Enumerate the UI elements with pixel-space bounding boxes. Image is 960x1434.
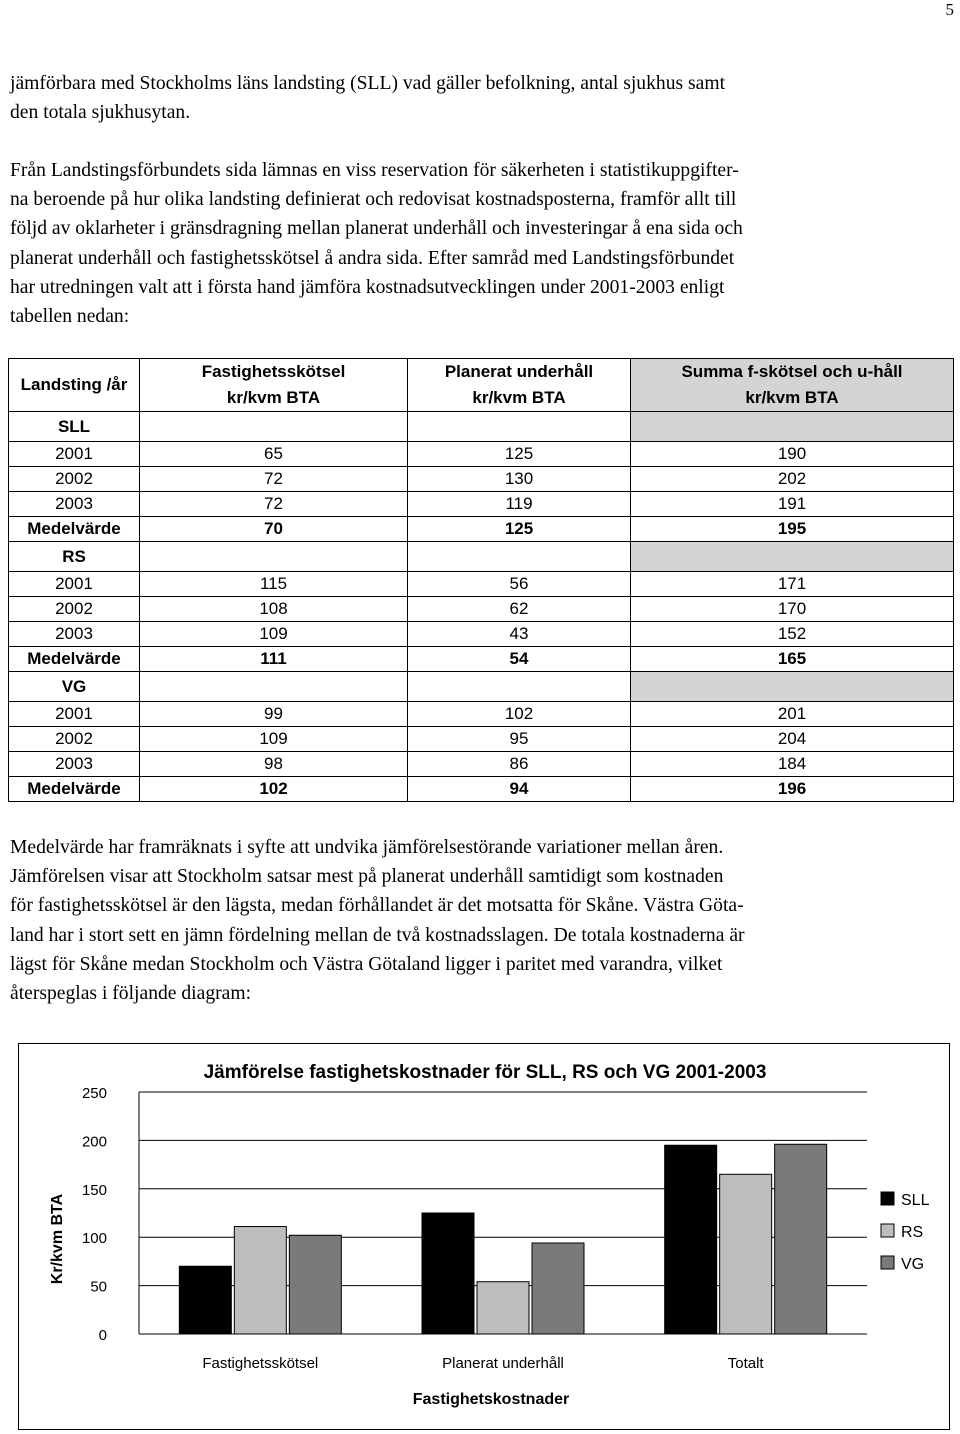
header-planerat-underhall: Planerat underhåll kr/kvm BTA xyxy=(408,359,631,412)
text-line: lägst för Skåne medan Stockholm och Västra Götaland ligger i paritet med varandra, vilket xyxy=(10,953,723,975)
text-line: återspeglas i följande diagram: xyxy=(10,983,252,1005)
group-name: SLL xyxy=(9,412,140,442)
average-summa: 195 xyxy=(631,517,954,542)
table-row xyxy=(9,467,954,492)
planerat-underhall-cell: 130 xyxy=(408,467,631,492)
x-category-label: Totalt xyxy=(727,1355,764,1372)
average-summa: 196 xyxy=(631,777,954,802)
empty-cell xyxy=(140,542,408,572)
legend-label: SLL xyxy=(901,1192,930,1209)
average-fastighetsskotsel: 70 xyxy=(140,517,408,542)
legend-label: RS xyxy=(901,1224,924,1241)
planerat-underhall-cell: 56 xyxy=(408,572,631,597)
group-name: VG xyxy=(9,672,140,702)
table-row xyxy=(9,597,954,622)
page-number: 5 xyxy=(945,0,954,19)
planerat-underhall-cell: 119 xyxy=(408,492,631,517)
empty-cell xyxy=(140,412,408,442)
header-landsting: Landsting /år xyxy=(9,359,140,412)
bar-chart xyxy=(19,1044,951,1431)
table-row xyxy=(9,752,954,777)
group-name: RS xyxy=(9,542,140,572)
table-group-row xyxy=(9,542,954,572)
table-average-row xyxy=(9,777,954,802)
empty-cell xyxy=(140,672,408,702)
y-tick-label: 100 xyxy=(81,1230,107,1248)
legend-swatch-rs xyxy=(881,1224,894,1237)
bar-rs xyxy=(720,1174,772,1334)
empty-cell xyxy=(408,672,631,702)
planerat-underhall-cell: 95 xyxy=(408,727,631,752)
paragraph-analysis xyxy=(10,833,952,1008)
y-tick-label: 150 xyxy=(81,1181,107,1199)
fastighetsskotsel-cell: 115 xyxy=(140,572,408,597)
average-label: Medelvärde xyxy=(9,777,140,802)
year-cell: 2001 xyxy=(9,442,140,467)
table-row xyxy=(9,492,954,517)
table-average-row xyxy=(9,647,954,672)
legend-swatch-sll xyxy=(881,1192,894,1205)
text-line: land har i stort sett en jämn fördelning mellan de två kostnadsslagen. De totala kostnaderna är xyxy=(10,924,745,946)
bar-rs xyxy=(477,1282,529,1334)
x-category-label: Fastighetsskötsel xyxy=(202,1355,319,1372)
text-line: planerat underhåll och fastighetsskötsel å andra sida. Efter samråd med Landstingsförbundet xyxy=(10,247,735,269)
table-group-row xyxy=(9,672,954,702)
average-label: Medelvärde xyxy=(9,517,140,542)
legend-label: VG xyxy=(901,1256,925,1273)
table-average-row xyxy=(9,517,954,542)
summa-cell: 201 xyxy=(631,702,954,727)
paragraph-reservation xyxy=(10,156,952,331)
year-cell: 2003 xyxy=(9,492,140,517)
y-tick-label: 250 xyxy=(81,1085,107,1102)
table-row xyxy=(9,442,954,467)
empty-cell xyxy=(631,672,954,702)
fastighetsskotsel-cell: 72 xyxy=(140,467,408,492)
average-planerat-underhall: 54 xyxy=(408,647,631,672)
summa-cell: 190 xyxy=(631,442,954,467)
text-line: jämförbara med Stockholms läns landsting (SLL) vad gäller befolkning, antal sjukhus samt xyxy=(10,73,726,94)
planerat-underhall-cell: 43 xyxy=(408,622,631,647)
text-line: Från Landstingsförbundets sida lämnas en viss reservation för säkerheten i statistikuppgifter- xyxy=(10,160,739,181)
text-line: tabellen nedan: xyxy=(10,306,130,328)
table-group-row xyxy=(9,412,954,442)
average-planerat-underhall: 125 xyxy=(408,517,631,542)
empty-cell xyxy=(631,412,954,442)
bar-vg xyxy=(532,1243,584,1334)
header-fastighetsskotsel: Fastighetsskötsel kr/kvm BTA xyxy=(140,359,408,412)
text-line: Jämförelsen visar att Stockholm satsar mest på planerat underhåll samtidigt som kostnaden xyxy=(10,866,724,888)
summa-cell: 171 xyxy=(631,572,954,597)
y-axis-title: Kr/kvm BTA xyxy=(49,1193,66,1285)
summa-cell: 204 xyxy=(631,727,954,752)
year-cell: 2002 xyxy=(9,467,140,492)
planerat-underhall-cell: 125 xyxy=(408,442,631,467)
year-cell: 2003 xyxy=(9,752,140,777)
cost-table xyxy=(8,358,954,802)
y-tick-label: 0 xyxy=(98,1327,107,1344)
average-label: Medelvärde xyxy=(9,647,140,672)
legend-swatch-vg xyxy=(881,1256,894,1269)
bar-sll xyxy=(179,1266,231,1334)
year-cell: 2002 xyxy=(9,597,140,622)
planerat-underhall-cell: 86 xyxy=(408,752,631,777)
fastighetsskotsel-cell: 72 xyxy=(140,492,408,517)
chart-title: Jämförelse fastighetskostnader för SLL, RS och VG 2001-2003 xyxy=(203,1062,767,1083)
bar-sll xyxy=(422,1213,474,1334)
summa-cell: 170 xyxy=(631,597,954,622)
year-cell: 2001 xyxy=(9,702,140,727)
text-line: na beroende på hur olika landsting definierat och redovisat kostnadsposterna, framför allt till xyxy=(10,189,737,211)
summa-cell: 191 xyxy=(631,492,954,517)
fastighetsskotsel-cell: 65 xyxy=(140,442,408,467)
empty-cell xyxy=(631,542,954,572)
summa-cell: 152 xyxy=(631,622,954,647)
x-axis-title: Fastighetskostnader xyxy=(412,1391,570,1408)
empty-cell xyxy=(408,412,631,442)
fastighetsskotsel-cell: 109 xyxy=(140,727,408,752)
text-line: följd av oklarheter i gränsdragning mellan planerat underhåll och investeringar å ena sida och xyxy=(10,218,743,240)
table-row xyxy=(9,727,954,752)
fastighetsskotsel-cell: 109 xyxy=(140,622,408,647)
table-header-row xyxy=(9,359,954,412)
bar-vg xyxy=(775,1144,827,1334)
empty-cell xyxy=(408,542,631,572)
year-cell: 2001 xyxy=(9,572,140,597)
fastighetsskotsel-cell: 108 xyxy=(140,597,408,622)
average-fastighetsskotsel: 102 xyxy=(140,777,408,802)
paragraph-intro xyxy=(10,69,952,127)
average-planerat-underhall: 94 xyxy=(408,777,631,802)
text-line: den totala sjukhusytan. xyxy=(10,102,191,124)
chart-frame xyxy=(18,1043,950,1430)
year-cell: 2002 xyxy=(9,727,140,752)
summa-cell: 184 xyxy=(631,752,954,777)
fastighetsskotsel-cell: 98 xyxy=(140,752,408,777)
fastighetsskotsel-cell: 99 xyxy=(140,702,408,727)
table-row xyxy=(9,572,954,597)
planerat-underhall-cell: 62 xyxy=(408,597,631,622)
bar-vg xyxy=(289,1235,341,1334)
summa-cell: 202 xyxy=(631,467,954,492)
y-tick-label: 50 xyxy=(90,1278,107,1296)
header-summa: Summa f-skötsel och u-håll kr/kvm BTA xyxy=(631,359,954,412)
text-line: Medelvärde har framräknats i syfte att undvika jämförelsestörande variationer mellan åren. xyxy=(10,837,724,858)
y-tick-label: 200 xyxy=(81,1133,107,1151)
year-cell: 2003 xyxy=(9,622,140,647)
text-line: för fastighetsskötsel är den lägsta, medan förhållandet är det motsatta för Skåne. Västra Göta- xyxy=(10,895,744,917)
text-line: har utredningen valt att i första hand jämföra kostnadsutvecklingen under 2001-2003 enligt xyxy=(10,276,725,298)
average-fastighetsskotsel: 111 xyxy=(140,647,408,672)
average-summa: 165 xyxy=(631,647,954,672)
x-category-label: Planerat underhåll xyxy=(442,1355,564,1372)
bar-rs xyxy=(234,1227,286,1334)
table-row xyxy=(9,702,954,727)
table-row xyxy=(9,622,954,647)
bar-sll xyxy=(665,1145,717,1334)
planerat-underhall-cell: 102 xyxy=(408,702,631,727)
